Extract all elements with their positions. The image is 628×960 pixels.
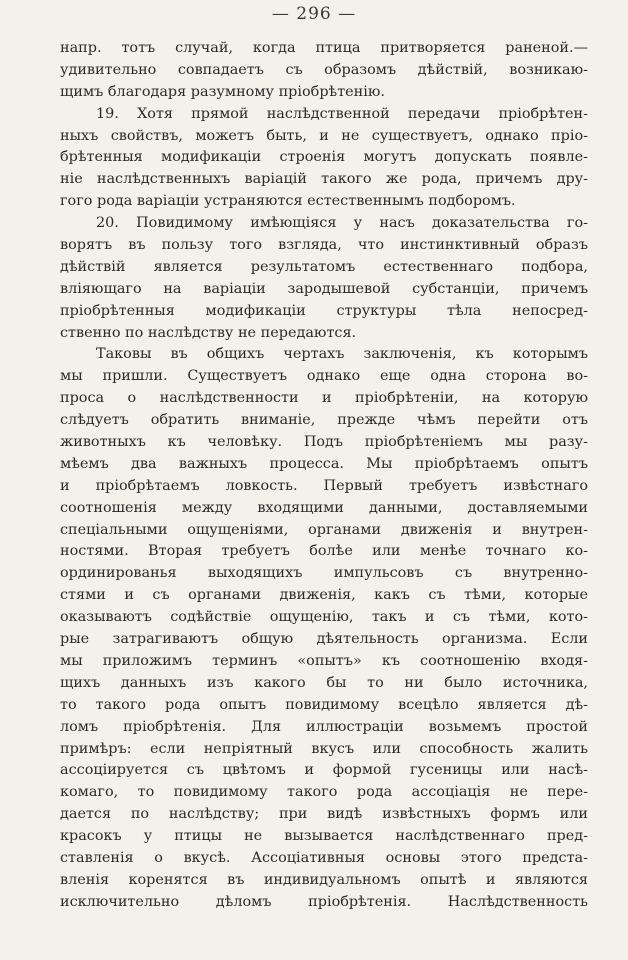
text-line: удивительно совпадаетъ съ образомъ дѣйствій, возникаю- [60, 61, 588, 78]
text-line: ставленія о вкусѣ. Ассоціативныя основы этого предста- [60, 849, 588, 866]
text-line: проса о наслѣдственности и пріобрѣтеніи, на которую [60, 390, 588, 407]
text-line: слѣдуетъ обратить вниманіе, прежде чѣмъ перейти отъ [60, 412, 588, 429]
text-line: оказываютъ содѣйствіе ощущенію, такъ и съ тѣми, кото- [60, 609, 588, 626]
text-line: ломъ пріобрѣтенія. Для иллюстраціи возьмемъ простой [60, 718, 588, 735]
text-line: мы приложимъ терминъ «опытъ» къ соотношенію входя- [60, 652, 588, 669]
text-line: красокъ у птицы не вызывается наслѣдственнаго пред- [60, 828, 588, 845]
text-line: Таковы въ общихъ чертахъ заключенія, къ которымъ [96, 346, 588, 363]
body-text [60, 38, 588, 914]
text-line: комаго, то повидимому такого рода ассоціація не пере- [60, 784, 588, 801]
page-number: — 296 — [271, 4, 357, 24]
text-line: рые затрагиваютъ общую дѣятельность организма. Если [60, 631, 588, 648]
text-line: дѣйствій является результатомъ естественнаго подбора, [60, 258, 588, 275]
text-line: ніе наслѣдственныхъ варіацій такого же рода, причемъ дру- [60, 171, 588, 188]
text-line: пріобрѣтенныя модификаціи структуры тѣла непосред- [60, 302, 588, 319]
text-line: и пріобрѣтаемъ ловкость. Первый требуетъ извѣстнаго [60, 477, 588, 494]
text-line: ординированья выходящихъ импульсовъ съ внутренно- [60, 565, 588, 582]
text-line: 20. Повидимому имѣющіяся у насъ доказательства го- [96, 215, 588, 232]
text-line: примѣръ: если непріятный вкусъ или способность жалить [60, 740, 588, 757]
text-line: мѣемъ два важныхъ процесса. Мы пріобрѣтаемъ опытъ [60, 455, 588, 472]
text-line: ассоціируется съ цвѣтомъ и формой гусеницы или насѣ- [60, 762, 588, 779]
text-line: исключительно дѣломъ пріобрѣтенія. Наслѣдственность [60, 893, 588, 910]
text-line: ворятъ въ пользу того взгляда, что инстинктивный образъ [60, 237, 588, 254]
text-line: щимъ благодаря разумному пріобрѣтенію. [60, 83, 385, 100]
text-line: стями и съ органами движенія, какъ съ тѣми, которые [60, 587, 588, 604]
text-line: щихъ данныхъ изъ какого бы то ни было источника, [60, 674, 588, 691]
text-line: вліяющаго на варіаціи зародышевой субстанціи, причемъ [60, 280, 588, 297]
text-line: ственно по наслѣдству не передаются. [60, 324, 357, 341]
text-line: ныхъ свойствъ, можетъ быть, и не существуетъ, однако пріо- [60, 127, 588, 144]
text-line: животныхъ къ человѣку. Подъ пріобрѣтеніемъ мы разу- [60, 434, 588, 451]
text-line: напр. тотъ случай, когда птица притворяется раненой.— [60, 40, 588, 56]
text-line: 19. Хотя прямой наслѣдственной передачи пріобрѣтен- [96, 105, 588, 122]
text-line: ностями. Вторая требуетъ болѣе или менѣе точнаго ко- [60, 543, 588, 560]
text-line: мы пришли. Существуетъ однако еще одна сторона во- [60, 368, 588, 385]
text-line: спеціальными ощущеніями, органами движенія и внутрен- [60, 521, 588, 538]
text-line: вленія коренятся въ индивидуальномъ опытѣ и являются [60, 871, 588, 888]
text-line: гого рода варіаціи устраняются естественнымъ подборомъ. [60, 193, 516, 210]
text-line: брѣтенныя модификаціи строенія могутъ допускать появле- [60, 149, 588, 166]
text-line: дается по наслѣдству; при видѣ извѣстныхъ формъ или [60, 806, 588, 823]
text-line: соотношенія между входящими данными, доставляемыми [60, 499, 588, 516]
text-line: то такого рода опытъ повидимому всецѣло является дѣ- [60, 696, 588, 713]
